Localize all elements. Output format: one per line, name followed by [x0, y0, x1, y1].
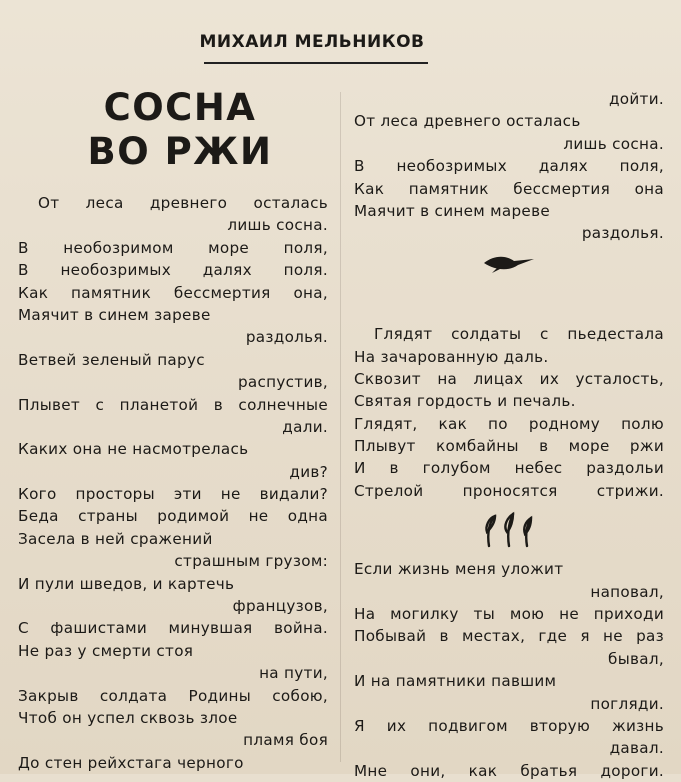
- poem-line: Маячит в синем зареве: [18, 305, 211, 324]
- poem-line: дойти.: [608, 90, 664, 108]
- poem-line: Чтоб он успел сквозь злое: [18, 708, 238, 727]
- poem-line: И в голубом небес раздольи: [354, 459, 664, 478]
- poem-line: В необозримом море поля,: [18, 238, 328, 257]
- poem-title: [60, 86, 300, 174]
- poem-line: На могилку ты мою не приходи: [354, 605, 664, 624]
- poem-line: На зачарованную даль.: [354, 347, 549, 366]
- poem-line: Мне они, как братья дороги.: [354, 761, 664, 780]
- poem-column-right: [354, 88, 664, 782]
- poem-line: От леса древнего осталась: [354, 112, 581, 131]
- poem-line: Плывут комбайны в море ржи: [354, 437, 664, 456]
- poem-line: Каких она не насмотрелась: [18, 440, 249, 459]
- poem-line: Если жизнь меня уложит: [354, 560, 564, 579]
- poem-line: раздолья.: [245, 328, 328, 347]
- poem-line: Как памятник бессмертия она,: [18, 283, 328, 302]
- title-line: СОСНА: [103, 86, 257, 129]
- author-underline: [204, 62, 428, 64]
- poem-line: Святая гордость и печаль.: [354, 392, 576, 411]
- poem-line: распустив,: [237, 373, 328, 392]
- poem-line: бывал,: [608, 649, 664, 668]
- poem-line: От леса древнего осталась: [38, 194, 328, 212]
- poem-line: страшным грузом:: [174, 552, 328, 571]
- flowers-ornament-icon: [354, 502, 664, 558]
- poem-line: лишь сосна.: [563, 134, 664, 153]
- poem-line: И на памятники павшим: [354, 672, 557, 691]
- poem-line: погляди.: [590, 694, 664, 713]
- poem-line: До стен рейхстага черного: [18, 753, 244, 772]
- poem-line: раздолья.: [581, 224, 664, 243]
- poem-line: Не раз у смерти стоя: [18, 641, 194, 660]
- poem-line: Я их подвигом вторую жизнь: [354, 716, 664, 735]
- poem-line: французов,: [232, 597, 328, 616]
- poem-line: И пули шведов, и картечь: [18, 574, 235, 593]
- poem-line: Маячит в синем мареве: [354, 201, 550, 220]
- poem-line: Закрыв солдата Родины собою,: [18, 686, 328, 705]
- poem-line: Беда страны родимой не одна: [18, 507, 328, 526]
- poem-line: Ветвей зеленый парус: [18, 350, 205, 369]
- poem-line: наповал,: [590, 582, 664, 601]
- poem-line: дали.: [282, 417, 328, 436]
- poem-line: Стрелой проносятся стрижи.: [354, 481, 664, 500]
- poem-line: Глядят солдаты с пьедестала: [374, 325, 664, 344]
- title-line: ВО РЖИ: [87, 130, 273, 173]
- poem-line: Сквозит на лицах их усталость,: [354, 369, 664, 388]
- poem-column-left: [18, 192, 328, 774]
- poem-line: С фашистами минувшая война.: [18, 619, 328, 638]
- poem-line: Глядят, как по родному полю: [354, 414, 664, 433]
- poem-line: Плывет с планетой в солнечные: [18, 395, 328, 414]
- poem-line: на пути,: [259, 664, 328, 683]
- stanza-gap: [354, 301, 664, 323]
- poem-line: давал.: [609, 739, 664, 758]
- poem-line: лишь сосна.: [227, 216, 328, 235]
- author-name: МИХАИЛ МЕЛЬНИКОВ: [199, 32, 425, 52]
- poem-line: див?: [289, 462, 328, 481]
- poem-line: Кого просторы эти не видали?: [18, 485, 328, 504]
- poem-line: Засела в ней сражений: [18, 529, 213, 548]
- poem-line: В необозримых далях поля,: [354, 157, 664, 176]
- column-divider: [340, 92, 341, 762]
- poem-line: Побывай в местах, где я не раз: [354, 627, 664, 646]
- poem-line: В необозримых далях поля.: [18, 261, 328, 280]
- poem-line: Как памятник бессмертия она: [354, 179, 664, 198]
- bird-ornament-icon: [354, 245, 664, 301]
- poem-line: пламя боя: [243, 731, 328, 750]
